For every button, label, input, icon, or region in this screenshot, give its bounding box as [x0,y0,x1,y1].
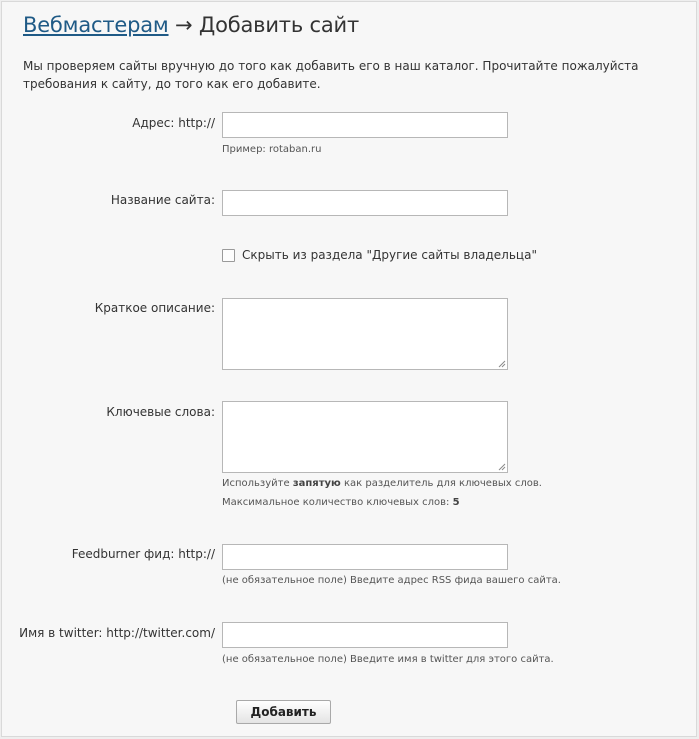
hide-site-checkbox-label: Скрыть из раздела "Другие сайты владельца" [242,248,537,262]
submit-button[interactable]: Добавить [236,700,331,724]
keywords-hint-max: Максимальное количество ключевых слов: 5 [222,497,460,508]
breadcrumb-arrow: → [175,13,193,37]
hide-site-option[interactable] [222,248,537,262]
twitter-input[interactable] [222,622,508,648]
keywords-hint-separator: Используйте запятую как разделитель для ключевых слов. [222,478,542,489]
site-name-label: Название сайта: [110,193,215,207]
address-hint: Пример: rotaban.ru [222,144,322,155]
address-label: Адрес: http:// [132,116,215,130]
twitter-hint: (не обязательное поле) Введите имя в twitter для этого сайта. [222,654,554,665]
page-title-text: Добавить сайт [198,13,359,37]
description-textarea[interactable] [222,298,508,370]
intro-text: Мы проверяем сайты вручную до того как добавить его в наш каталог. Прочитайте пожалуйста требования к сайту, до того как его добавите. [23,59,639,91]
address-input[interactable] [222,112,508,138]
hide-site-checkbox[interactable] [222,249,235,262]
page-title [23,13,359,37]
breadcrumb-webmasters-link[interactable]: Вебмастерам [23,13,169,37]
feedburner-input[interactable] [222,544,508,570]
resize-grip-icon[interactable] [498,463,506,471]
description-label: Краткое описание: [94,301,215,315]
keywords-label: Ключевые слова: [106,405,215,419]
twitter-label: Имя в twitter: http://twitter.com/ [19,626,215,640]
feedburner-hint: (не обязательное поле) Введите адрес RSS фида вашего сайта. [222,575,561,586]
keywords-textarea[interactable] [222,401,508,473]
feedburner-label: Feedburner фид: http:// [71,547,215,561]
resize-grip-icon[interactable] [498,360,506,368]
site-name-input[interactable] [222,190,508,216]
